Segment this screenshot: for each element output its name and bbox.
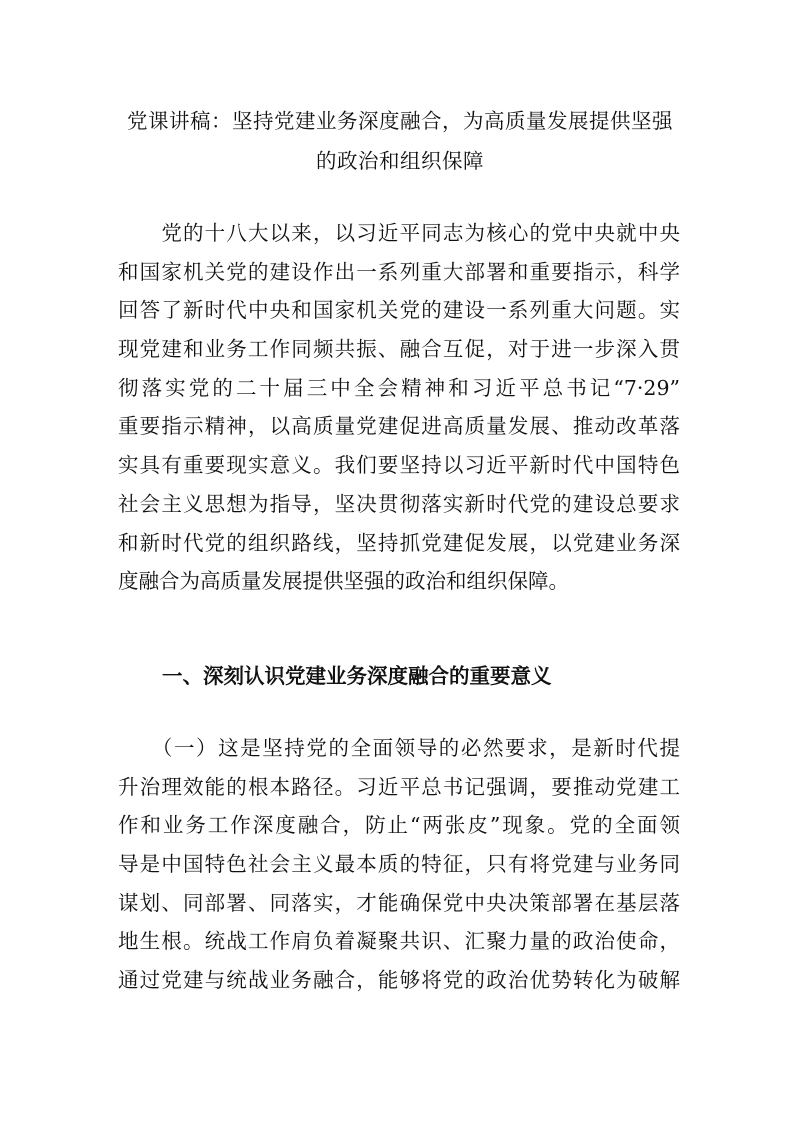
paragraph-line: 重要指示精神，以高质量党建促进高质量发展、推动改革落 (118, 414, 680, 439)
paragraph-line: 回答了新时代中央和国家机关党的建设一系列重大问题。实 (118, 298, 680, 323)
paragraph-line: 党的十八大以来，以习近平同志为核心的党中央就中央 (118, 221, 680, 245)
title-line: 党课讲稿：坚持党建业务深度融合，为高质量发展提供坚强 (127, 109, 673, 133)
paragraph-line: 导是中国特色社会主义最本质的特征，只有将党建与业务同 (118, 852, 680, 877)
paragraph-line: 谋划、同部署、同落实，才能确保党中央决策部署在基层落 (118, 890, 680, 915)
paragraph-line: 地生根。统战工作肩负着凝聚共识、汇聚力量的政治使命， (118, 929, 680, 954)
section-paragraph (118, 729, 680, 1000)
section-heading: 一、深刻认识党建业务深度融合的重要意义 (162, 664, 552, 688)
document-title (110, 101, 690, 181)
paragraph-line: 现党建和业务工作同频共振、融合互促，对于进一步深入贯 (118, 337, 680, 362)
title-line: 的政治和组织保障 (316, 149, 484, 173)
paragraph-line: 实具有重要现实意义。我们要坚持以习近平新时代中国特色 (118, 453, 680, 478)
paragraph-line: 通过党建与统战业务融合，能够将党的政治优势转化为破解 (118, 968, 680, 993)
paragraph-line: 彻落实党的二十届三中全会精神和习近平总书记“7·29” (118, 375, 680, 400)
paragraph-line: 度融合为高质量发展提供坚强的政治和组织保障。 (118, 569, 569, 594)
paragraph-line: 作和业务工作深度融合，防止“两张皮”现象。党的全面领 (118, 813, 680, 838)
paragraph-line: 和国家机关党的建设作出一系列重大部署和重要指示，科学 (118, 259, 680, 284)
intro-paragraph (118, 214, 680, 601)
paragraph-line: （一）这是坚持党的全面领导的必然要求，是新时代提 (118, 736, 680, 760)
paragraph-line: 升治理效能的根本路径。习近平总书记强调，要推动党建工 (118, 774, 680, 799)
paragraph-line: 社会主义思想为指导，坚决贯彻落实新时代党的建设总要求 (118, 491, 680, 516)
paragraph-line: 和新时代党的组织路线，坚持抓党建促发展，以党建业务深 (118, 530, 680, 555)
